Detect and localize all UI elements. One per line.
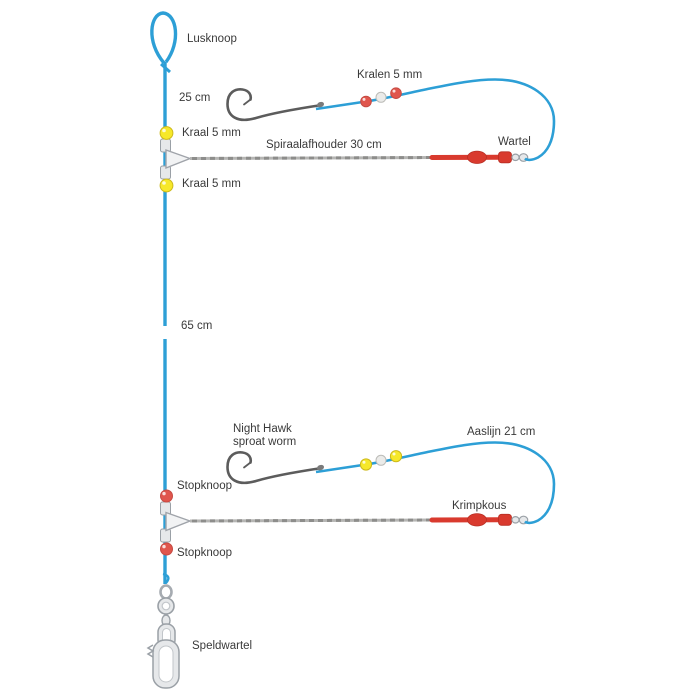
- hook-barb: [244, 100, 251, 105]
- tube-end-cap: [499, 152, 512, 163]
- boom-attachment-triangle: [166, 150, 190, 168]
- label-kraal-bottom: Kraal 5 mm: [182, 178, 241, 190]
- hook-icon: [228, 89, 323, 119]
- bead-highlight: [162, 492, 165, 495]
- bottom-hook: [228, 452, 325, 482]
- crimp-bulge: [468, 514, 487, 526]
- boom-attachment-triangle: [166, 513, 190, 531]
- top-hook: [228, 89, 325, 119]
- label-main-length: 65 cm: [181, 320, 213, 332]
- bead-highlight: [162, 129, 166, 133]
- bead-highlight: [162, 545, 165, 548]
- crimp-bulge: [468, 151, 487, 163]
- bead-white-icon: [376, 455, 386, 465]
- bead-highlight: [393, 90, 396, 93]
- bead-white-icon: [376, 92, 386, 102]
- bead-yellow-icon: [160, 127, 173, 140]
- bead-red-icon: [361, 96, 372, 107]
- snap-body-hole: [159, 646, 173, 682]
- label-top-drop-length: 25 cm: [179, 92, 211, 104]
- bead-red-icon: [391, 88, 402, 99]
- bead-highlight: [363, 98, 366, 101]
- label-hook-type: [233, 423, 296, 449]
- label-aaslijn: Aaslijn 21 cm: [467, 426, 536, 438]
- bead-highlight: [393, 453, 396, 456]
- label-spiraalafhouder: Spiraalafhouder 30 cm: [266, 139, 382, 151]
- swivel-icon: [512, 154, 519, 160]
- swivel-icon: [512, 517, 519, 523]
- swivel-barrel-hole: [162, 602, 170, 610]
- snap-swivel: [148, 574, 179, 688]
- label-kralen: Kralen 5 mm: [357, 69, 423, 81]
- hook-icon: [228, 452, 323, 482]
- bead-yellow-icon: [160, 179, 173, 192]
- tube-end-cap: [499, 514, 512, 525]
- label-lusknoop: Lusknoop: [187, 33, 237, 45]
- hook-barb: [244, 463, 251, 468]
- label-speldwartel: Speldwartel: [192, 640, 253, 652]
- stop-knot-bead-icon: [161, 490, 173, 502]
- bead-highlight: [363, 461, 366, 464]
- swivel-ring-icon: [161, 586, 172, 599]
- label-hook-type-line2: sproat worm: [233, 436, 297, 448]
- bead-yellow-icon: [390, 451, 401, 462]
- label-krimpkous: Krimpkous: [452, 500, 507, 512]
- stop-knot-bead-icon: [161, 543, 173, 555]
- snood-line: [316, 443, 554, 523]
- label-hook-type-line1: Night Hawk: [233, 423, 292, 435]
- label-kraal-top: Kraal 5 mm: [182, 127, 241, 139]
- bead-highlight: [162, 181, 166, 185]
- bottom-snood: [316, 443, 554, 523]
- label-stopknoop-top: Stopknoop: [177, 480, 232, 492]
- label-wartel: Wartel: [498, 136, 531, 148]
- loop-knot-icon: [152, 13, 176, 63]
- label-stopknoop-bottom: Stopknoop: [177, 547, 232, 559]
- bead-yellow-icon: [360, 459, 371, 470]
